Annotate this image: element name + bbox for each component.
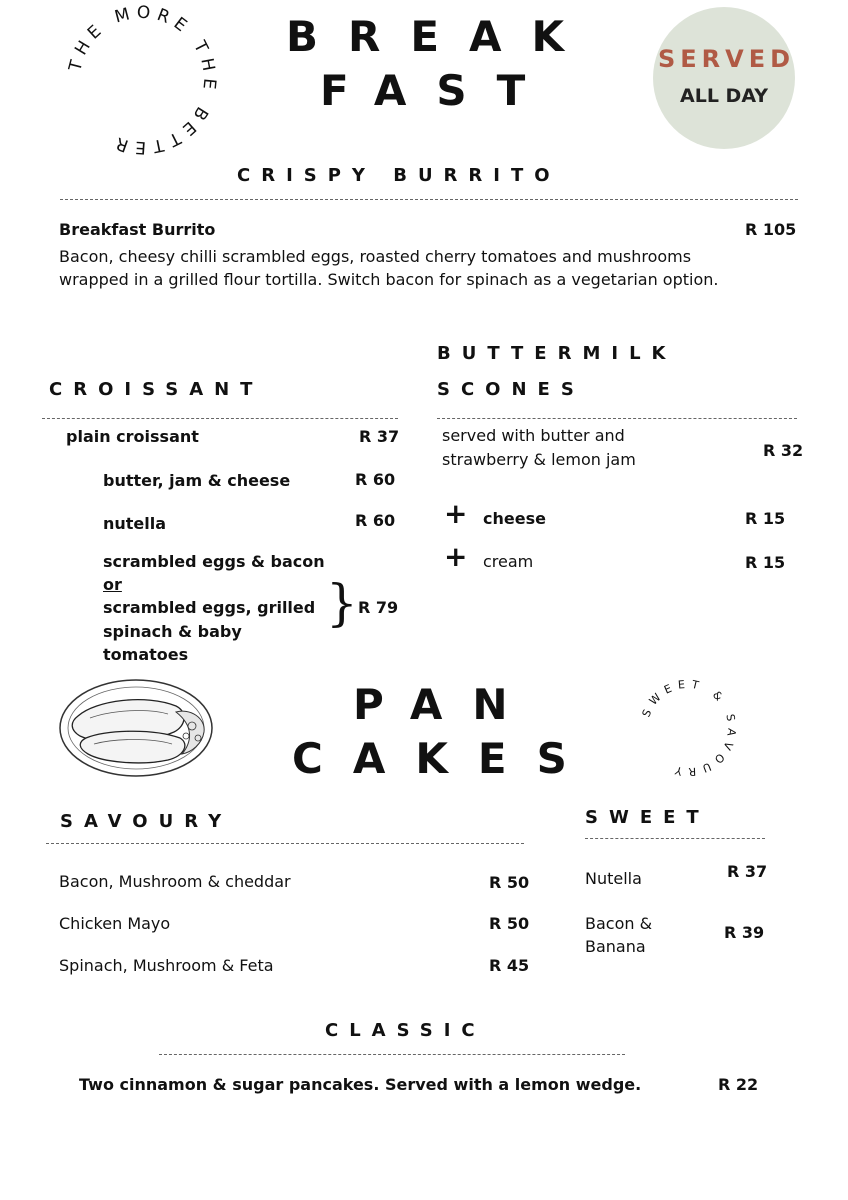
badge-served-text: SERVED (658, 45, 796, 73)
classic-price: R 22 (718, 1075, 759, 1094)
savoury-item-name: Spinach, Mushroom & Feta (59, 956, 274, 975)
burrito-item-name: Breakfast Burrito (59, 220, 216, 239)
scones-price: R 32 (763, 441, 804, 460)
scones-heading-line2: SCONES (437, 379, 585, 400)
croissant-item-name: plain croissant (66, 427, 199, 446)
sweet-item-price: R 39 (724, 923, 765, 942)
croissant-item-name: nutella (103, 514, 167, 533)
croissant-heading: CROISSANT (49, 379, 264, 400)
scones-extra-name: cheese (483, 509, 546, 528)
savoury-item-price: R 45 (489, 956, 530, 975)
savoury-item-name: Chicken Mayo (59, 914, 171, 933)
pancakes-title-line2: CAKES (292, 734, 597, 783)
savoury-item-price: R 50 (489, 873, 530, 892)
burrito-heading: CRISPY BURRITO (237, 165, 561, 186)
circular-slogan (62, 0, 222, 160)
burrito-description-line2: wrapped in a grilled flour tortilla. Switch bacon for spinach as a vegetarian option. (59, 270, 719, 289)
burrito-divider (60, 199, 798, 200)
savoury-item-price: R 50 (489, 914, 530, 933)
svg-text:SWEET & SAVOURY: SWEET & SAVOURY (639, 677, 739, 779)
croissant-combo-or: or (103, 575, 122, 594)
scones-divider (437, 418, 797, 419)
croissant-item-name: butter, jam & cheese (103, 471, 291, 490)
sweet-item-name-line1: Bacon & (585, 914, 653, 933)
scones-extra-price: R 15 (745, 553, 786, 572)
combo-brace: } (326, 574, 358, 632)
scones-extra-price: R 15 (745, 509, 786, 528)
badge-all-day-text: ALL DAY (680, 85, 768, 107)
scones-heading-line1: BUTTERMILK (437, 343, 677, 364)
sweet-item-name: Nutella (585, 869, 642, 888)
classic-divider (159, 1054, 625, 1055)
circular-sweet-savoury (632, 672, 744, 784)
croissant-item-price: R 60 (355, 470, 396, 489)
sweet-divider (585, 838, 765, 839)
breakfast-title-line2: FAST (320, 66, 556, 115)
croissant-combo-line3: spinach & baby (103, 622, 242, 641)
plus-icon: + (444, 497, 468, 530)
scones-extra-name: cream (483, 552, 534, 571)
scones-description-line2: strawberry & lemon jam (442, 450, 636, 469)
sweet-heading: SWEET (585, 807, 710, 828)
savoury-item-name: Bacon, Mushroom & cheddar (59, 872, 291, 891)
sweet-item-name-line2: Banana (585, 937, 646, 956)
croissant-combo-price: R 79 (358, 598, 399, 617)
burrito-plate-illustration (56, 672, 218, 784)
sweet-item-price: R 37 (727, 862, 768, 881)
breakfast-title-line1: BREAK (286, 12, 595, 61)
served-all-day-badge (653, 7, 795, 149)
svg-text:THE MORE THE BETTER: THE MORE THE BETTER (65, 2, 220, 158)
croissant-combo-line4: tomatoes (103, 645, 189, 664)
savoury-heading: SAVOURY (60, 811, 233, 832)
savoury-divider (46, 843, 524, 844)
burrito-description-line1: Bacon, cheesy chilli scrambled eggs, roasted cherry tomatoes and mushrooms (59, 247, 692, 266)
croissant-item-price: R 60 (355, 511, 396, 530)
pancakes-title-line1: PAN (353, 680, 538, 729)
classic-description: Two cinnamon & sugar pancakes. Served with a lemon wedge. (79, 1075, 642, 1094)
croissant-combo-line2: scrambled eggs, grilled (103, 598, 316, 617)
croissant-combo-line1: scrambled eggs & bacon (103, 552, 325, 571)
croissant-item-price: R 37 (359, 427, 400, 446)
scones-description-line1: served with butter and (442, 426, 625, 445)
plus-icon: + (444, 540, 468, 573)
croissant-divider (42, 418, 398, 419)
burrito-price: R 105 (745, 220, 797, 239)
classic-heading: CLASSIC (325, 1020, 486, 1041)
